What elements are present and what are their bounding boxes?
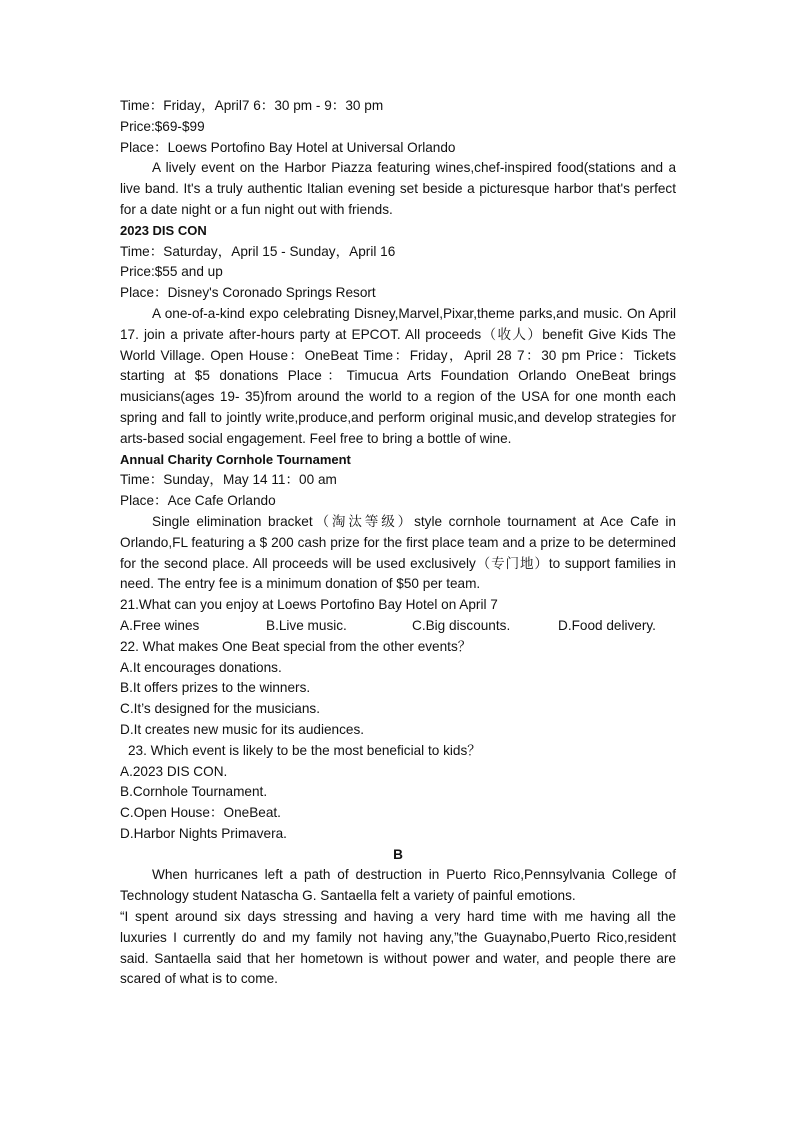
event3-time: Time：Sunday，May 14 11：00 am xyxy=(120,472,337,488)
event1-description: A lively event on the Harbor Piazza featuring wines,chef-inspired food(stations and a live band. It's a truly authentic Italian evening set beside a picturesque harbor that's perfect for a date night or a fun night out with friends. xyxy=(120,160,676,217)
question-22: 22. What makes One Beat special from the other events？ xyxy=(120,638,472,654)
section-b-paragraph-2: “I spent around six days stressing and having a very hard time with me having all the luxuries I currently do and my family not having any,”the Guaynabo,Puerto Rico,resident said. Santaella said that her hometown is without power and water, and people there are scared of what is to come. xyxy=(120,909,676,987)
event2-price: Price:$55 and up xyxy=(120,264,223,280)
section-b-label: B xyxy=(393,846,403,862)
option-a: A.Free wines xyxy=(120,617,200,633)
event1-price: Price:$69-$99 xyxy=(120,118,205,134)
event2-description: A one-of-a-kind expo celebrating Disney,Marvel,Pixar,theme parks,and music. On April 17. join a private after-hours party at EPCOT. All proceeds（收人）benefit Give Kids The World Village. Open House：OneBeat Time：Friday，April 28 7：30 pm Price：Tickets starting at $5 donations Place：Timucua Arts Foundation Orlando OneBeat brings musicians(ages 19- 35)from around the world to a region of the USA for one month each spring and fall to jointly write,produce,and perform original music,and develop strategies for arts-based social engagement. Feel free to bring a bottle of wine. xyxy=(120,305,676,446)
question-21-options xyxy=(120,616,676,637)
option-c: C.It’s designed for the musicians. xyxy=(120,701,320,717)
option-a: A.It encourages donations. xyxy=(120,659,282,675)
document-page xyxy=(120,96,676,990)
option-c: C.Open House：OneBeat. xyxy=(120,805,281,821)
option-c: C.Big discounts. xyxy=(412,617,511,633)
option-b: B.It offers prizes to the winners. xyxy=(120,680,311,696)
option-b: B.Live music. xyxy=(266,617,347,633)
option-b: B.Cornhole Tournament. xyxy=(120,784,268,800)
event3-title: Annual Charity Cornhole Tournament xyxy=(120,451,351,467)
question-23: 23. Which event is likely to be the most beneficial to kids？ xyxy=(128,742,481,758)
event2-place: Place：Disney's Coronado Springs Resort xyxy=(120,285,376,301)
event3-place: Place：Ace Cafe Orlando xyxy=(120,493,276,509)
event1-place: Place：Loews Portofino Bay Hotel at Universal Orlando xyxy=(120,139,456,155)
option-d: D.It creates new music for its audiences. xyxy=(120,721,365,737)
option-d: D.Food delivery. xyxy=(558,617,656,633)
event3-description: Single elimination bracket（淘汰等级）style cornhole tournament at Ace Cafe in Orlando,FL featuring a $ 200 cash prize for the first place team and a prize to be determined for the second place. All proceeds will be used exclusively（专门地）to support families in need. The entry fee is a minimum donation of $50 per team. xyxy=(120,513,676,592)
option-d: D.Harbor Nights Primavera. xyxy=(120,825,287,841)
section-b-paragraph-1: When hurricanes left a path of destruction in Puerto Rico,Pennsylvania College of Technology student Natascha G. Santaella felt a variety of painful emotions. xyxy=(120,867,676,904)
event2-time: Time：Saturday，April 15 - Sunday，April 16 xyxy=(120,243,396,259)
question-21: 21.What can you enjoy at Loews Portofino Bay Hotel on April 7 xyxy=(120,597,498,613)
event1-time: Time：Friday，April7 6：30 pm - 9：30 pm xyxy=(120,98,384,113)
event2-title: 2023 DIS CON xyxy=(120,222,207,238)
option-a: A.2023 DIS CON. xyxy=(120,763,228,779)
